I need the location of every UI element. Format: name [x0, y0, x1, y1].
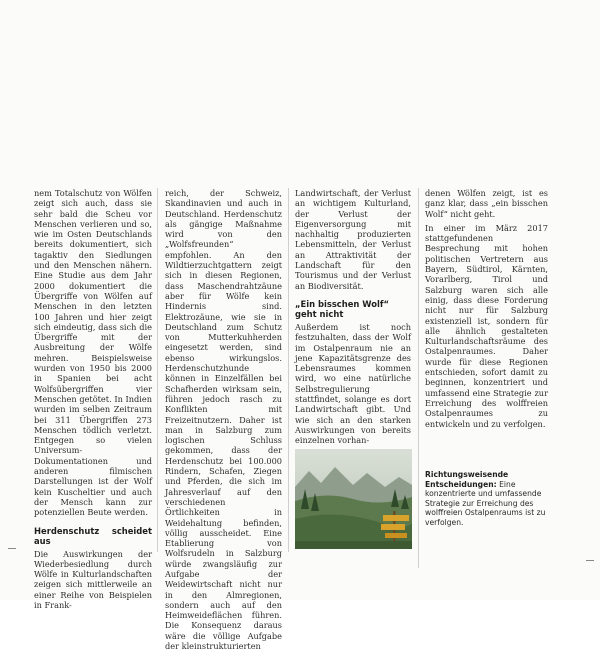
body-paragraph: In einer im März 2017 stattgefundenen Besprechung mit hohen politischen Vertretern aus Bayern, Südtirol, Kärnten, Vorarlberg, Tirol und Salzburg waren sich alle einig, dass diese Forderung nicht nur für Salzburg existenziell ist, sondern für alle ähnlich gestalteten Kulturlandschaftsräume des Ostalpenraumes. Daher wurde für diese Regionen entschieden, sofort damit zu beginnen, konzentriert und umfassend eine Strategie zur Erreichung des wolffreien Ostalpenraumes zu entwickeln und zu verfolgen.	[425, 222, 548, 429]
crop-mark	[586, 560, 594, 561]
caption-lead: Richtungsweisende Entscheidungen:	[425, 470, 509, 489]
column-rule	[157, 188, 158, 552]
column-rule	[288, 188, 289, 552]
column-rule	[418, 188, 419, 568]
body-paragraph: nem Totalschutz von Wölfen zeigt sich auch, dass sie sehr bald die Scheu vor Menschen verlieren und so, wie im Osten Deutschlands bereits dokumentiert, sich tagaktiv den Siedlungen und den Menschen nähern. Eine Studie aus dem Jahr 2000 dokumentiert die Übergriffe von Wölfen auf Menschen in den letzten 100 Jahren und hier zeigt sich eindeutig, dass sich die Übergriffe mit der Ausbreitung der Wölfe mehren. Beispielsweise wurden von 1950 bis 2000 in Spanien bei acht Wolfsübergriffen vier Menschen getötet. In Indien wurden im selben Zeitraum bei 311 Übergriffen 273 Menschen tödlich verletzt. Entgegen so vielen Universum-Dokumentationen und anderen filmischen Darstellungen ist der Wolf kein Kuscheltier und auch der Mensch kann zur potenziellen Beute werden.	[34, 188, 152, 518]
photo-illustration	[295, 449, 412, 549]
article-column-2	[165, 188, 282, 655]
caption-text: Eine konzentrierte und umfassende Strategie zur Erreichung des wolffreien Ostalpenraums ist zu verfolgen.	[425, 479, 546, 527]
article-column-3	[295, 188, 411, 450]
body-paragraph: Außerdem ist noch festzuhalten, dass der Wolf im Ostalpenraum nie an jene Kapazitätsgrenze des Lebensraumes kommen wird, wo eine natürliche Selbstregulierung stattfindet, solange es dort Landwirtschaft gibt. Und wie sich an den starken Auswirkungen von bereits einzelnen vorhan-	[295, 321, 411, 446]
body-paragraph: reich, der Schweiz, Skandinavien und auch in Deutschland. Herdenschutz als gängige Maßnahme wird von den „Wolfsfreunden“ empfohlen. An den Wildtierzuchtgattern zeigt sich in diesen Regionen, dass Maschendrahtzäune aber für Wölfe kein Hindernis sind. Elektrozäune, wie sie in Deutschland zum Schutz von Mutterkuhherden eingesetzt werden, sind ebenso wirkungslos. Herdenschutzhunde können in Einzelfällen bei Schafherden wirksam sein, führen jedoch rasch zu Konflikten mit Freizeitnutzern. Daher ist man in Salzburg zum logischen Schluss gekommen, dass der Herdenschutz bei 100.000 Rindern, Schafen, Ziegen und Pferden, die sich im Jahresverlauf auf den verschiedenen Örtlichkeiten in Weidehaltung befinden, völlig ausscheidet. Eine Etablierung von Wolfsrudeln in Salzburg würde zwangsläufig zur Aufgabe der Weidewirtschaft nicht nur in den Almregionen, sondern auch auf den Heimweideflächen führen. Die Konsequenz daraus wäre die völlige Aufgabe der kleinstrukturierten	[165, 188, 282, 652]
article-column-1	[34, 188, 152, 614]
subheading-ein-bisschen-wolf: „Ein bisschen Wolf“ geht nicht	[295, 298, 390, 319]
subheading-herdenschutz: Herdenschutz scheidet aus	[34, 525, 152, 546]
body-paragraph: Landwirtschaft, der Verlust an wichtigem Kulturland, der Verlust der Eigenversorgung mit nachhaltig produzierten Lebensmitteln, der Verlust an Attraktivität der Landschaft für den Tourismus und der Verlust an Biodiversität.	[295, 188, 411, 291]
alpine-signpost-photo	[295, 449, 412, 549]
photo-caption	[425, 470, 548, 528]
article-column-4	[425, 188, 548, 433]
crop-mark	[8, 548, 16, 549]
body-paragraph: denen Wölfen zeigt, ist es ganz klar, dass „ein bisschen Wolf“ nicht geht.	[425, 188, 548, 219]
body-paragraph: Die Auswirkungen der Wiederbesiedlung durch Wölfe in Kulturlandschaften zeigen sich mittlerweile an einer Reihe von Beispielen in Frank-	[34, 548, 152, 610]
